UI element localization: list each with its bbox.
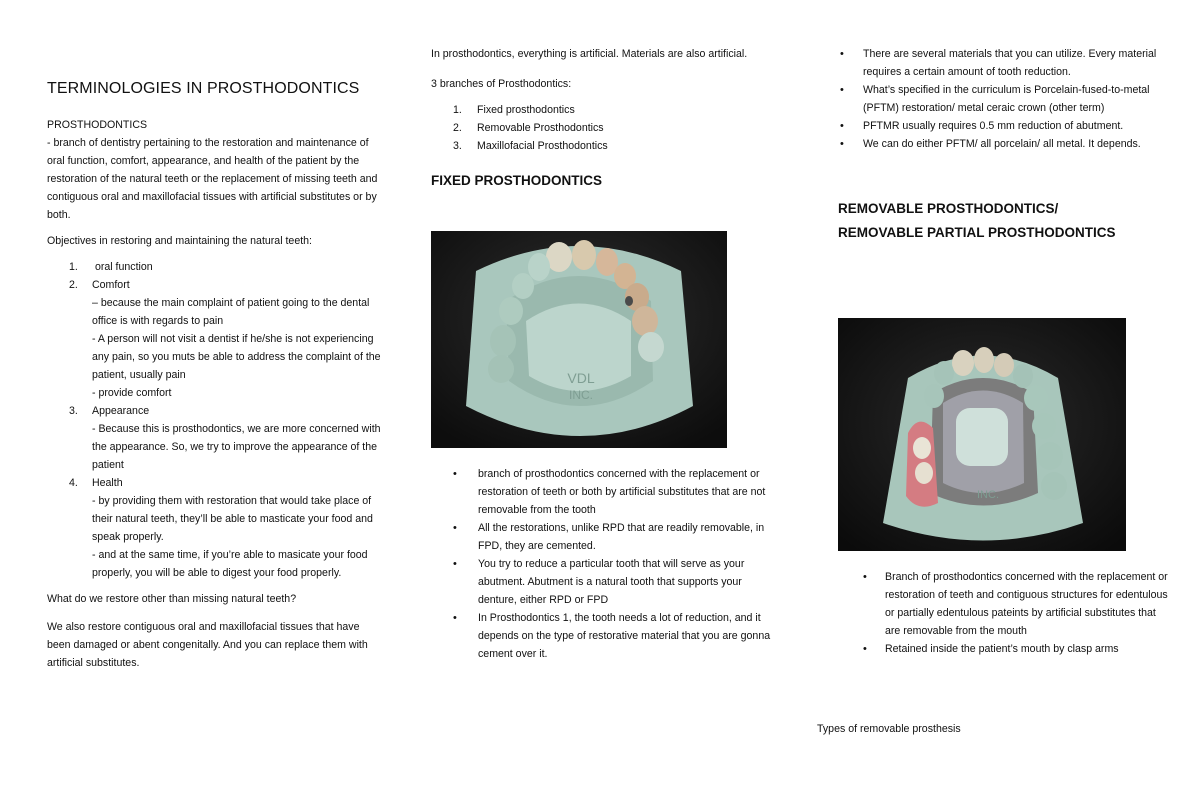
- branch-label: Maxillofacial Prosthodontics: [477, 140, 608, 152]
- objective-line: - and at the same time, if you’re able to masicate your food properly, you will be able to digest your food properly.: [92, 549, 368, 579]
- objective-title: Comfort: [92, 279, 130, 291]
- types-caption: Types of removable prosthesis: [817, 723, 961, 735]
- list-number: 4.: [69, 477, 78, 489]
- column-right: [838, 45, 1158, 245]
- rpd-illustration: [838, 318, 1126, 551]
- list-item: [47, 474, 385, 582]
- list-number: 1.: [69, 261, 78, 273]
- objective-title: Appearance: [92, 405, 150, 417]
- column-left: [47, 78, 385, 672]
- list-item: [431, 137, 771, 155]
- branch-label: Removable Prosthodontics: [477, 122, 604, 134]
- list-item: [47, 258, 385, 276]
- fixed-heading: FIXED PROSTHODONTICS: [431, 173, 603, 188]
- objective-line: – because the main complaint of patient going to the dental office is with regards to pain: [92, 297, 370, 327]
- term-definition: - branch of dentistry pertaining to the restoration and maintenance of oral function, comfort, appearance, and health of the patient by the restoration of the natural teeth or the replacement of missing teeth and contiguous oral and maxillofacial tissues with artificial substitutes or by both.: [47, 137, 378, 221]
- list-item: • All the restorations, unlike RPD that are readily removable, in FPD, they are cemented.: [431, 519, 771, 555]
- question: What do we restore other than missing natural teeth?: [47, 593, 297, 605]
- list-item: • branch of prosthodontics concerned with the replacement or restoration of teeth or both by artificial substitutes that are not removable from the tooth: [431, 465, 771, 519]
- removable-heading-line2: REMOVABLE PARTIAL PROSTHODONTICS: [838, 225, 1116, 240]
- list-item: • Branch of prosthodontics concerned with the replacement or restoration of teeth and contiguous structures for edentulous or partially edentulous pateints by artificial substitutes that are removable from the mouth: [838, 568, 1168, 640]
- objectives-intro: Objectives in restoring and maintaining the natural teeth:: [47, 235, 312, 247]
- list-number: 2.: [453, 122, 462, 134]
- branches-intro: 3 branches of Prosthodontics:: [431, 78, 572, 90]
- list-item: • Retained inside the patient’s mouth by clasp arms: [838, 640, 1168, 658]
- removable-prosthesis-photo: [838, 318, 1126, 551]
- list-item: [431, 119, 771, 137]
- removable-bullet-list: [838, 568, 1168, 658]
- materials-bullet-list: [838, 45, 1158, 153]
- objective-title: Health: [92, 477, 123, 489]
- list-item: [47, 402, 385, 474]
- branches-list: [431, 101, 771, 155]
- list-number: 1.: [453, 104, 462, 116]
- objectives-list: [47, 258, 385, 582]
- objective-line: - A person will not visit a dentist if he/she is not experiencing any pain, so you muts be able to address the complaint of the patient, usually pain: [92, 333, 381, 381]
- answer: We also restore contiguous oral and maxillofacial tissues that have been damaged or abent congenitally. And you can replace them with artificial substitutes.: [47, 621, 368, 669]
- objective-line: - by providing them with restoration that would take place of their natural teeth, they’ll be able to masticate your food and speak properly.: [92, 495, 373, 543]
- page-title: TERMINOLOGIES IN PROSTHODONTICS: [47, 80, 360, 97]
- rpd-brand-text: INC.: [977, 489, 999, 501]
- objective-line: - provide comfort: [92, 387, 172, 399]
- objective-title: oral function: [92, 261, 153, 273]
- intro-paragraph: In prosthodontics, everything is artificial. Materials are also artificial.: [431, 48, 748, 60]
- list-item: • There are several materials that you can utilize. Every material requires a certain amount of tooth reduction.: [838, 45, 1158, 81]
- list-item: • We can do either PFTM/ all porcelain/ all metal. It depends.: [838, 135, 1158, 153]
- list-item: [431, 101, 771, 119]
- dental-model-illustration: [431, 231, 727, 448]
- model-brand-text-2: INC.: [569, 388, 593, 402]
- list-number: 3.: [453, 140, 462, 152]
- removable-heading-line1: REMOVABLE PROSTHODONTICS/: [838, 201, 1059, 216]
- term-heading: PROSTHODONTICS: [47, 119, 148, 131]
- fixed-bullets: [431, 465, 771, 663]
- column-middle: [431, 45, 771, 193]
- model-brand-text: VDL: [567, 370, 595, 386]
- list-number: 3.: [69, 405, 78, 417]
- list-item: • PFTMR usually requires 0.5 mm reduction of abutment.: [838, 117, 1158, 135]
- fixed-bullet-list: [431, 465, 771, 663]
- branch-label: Fixed prosthodontics: [477, 104, 575, 116]
- list-item: [47, 276, 385, 402]
- list-item: • What’s specified in the curriculum is Porcelain-fused-to-metal (PFTM) restoration/ metal ceraic crown (other term): [838, 81, 1158, 117]
- objective-line: - Because this is prosthodontics, we are more concerned with the appearance. So, we try to improve the appearance of the patient: [92, 423, 381, 471]
- fixed-prosthesis-photo: [431, 231, 727, 448]
- list-item: • In Prosthodontics 1, the tooth needs a lot of reduction, and it depends on the type of restorative material that you are gonna cement over it.: [431, 609, 771, 663]
- list-item: • You try to reduce a particular tooth that will serve as your abutment. Abutment is a natural tooth that supports your denture, either RPD or FPD: [431, 555, 771, 609]
- list-number: 2.: [69, 279, 78, 291]
- removable-bullets: [838, 568, 1168, 658]
